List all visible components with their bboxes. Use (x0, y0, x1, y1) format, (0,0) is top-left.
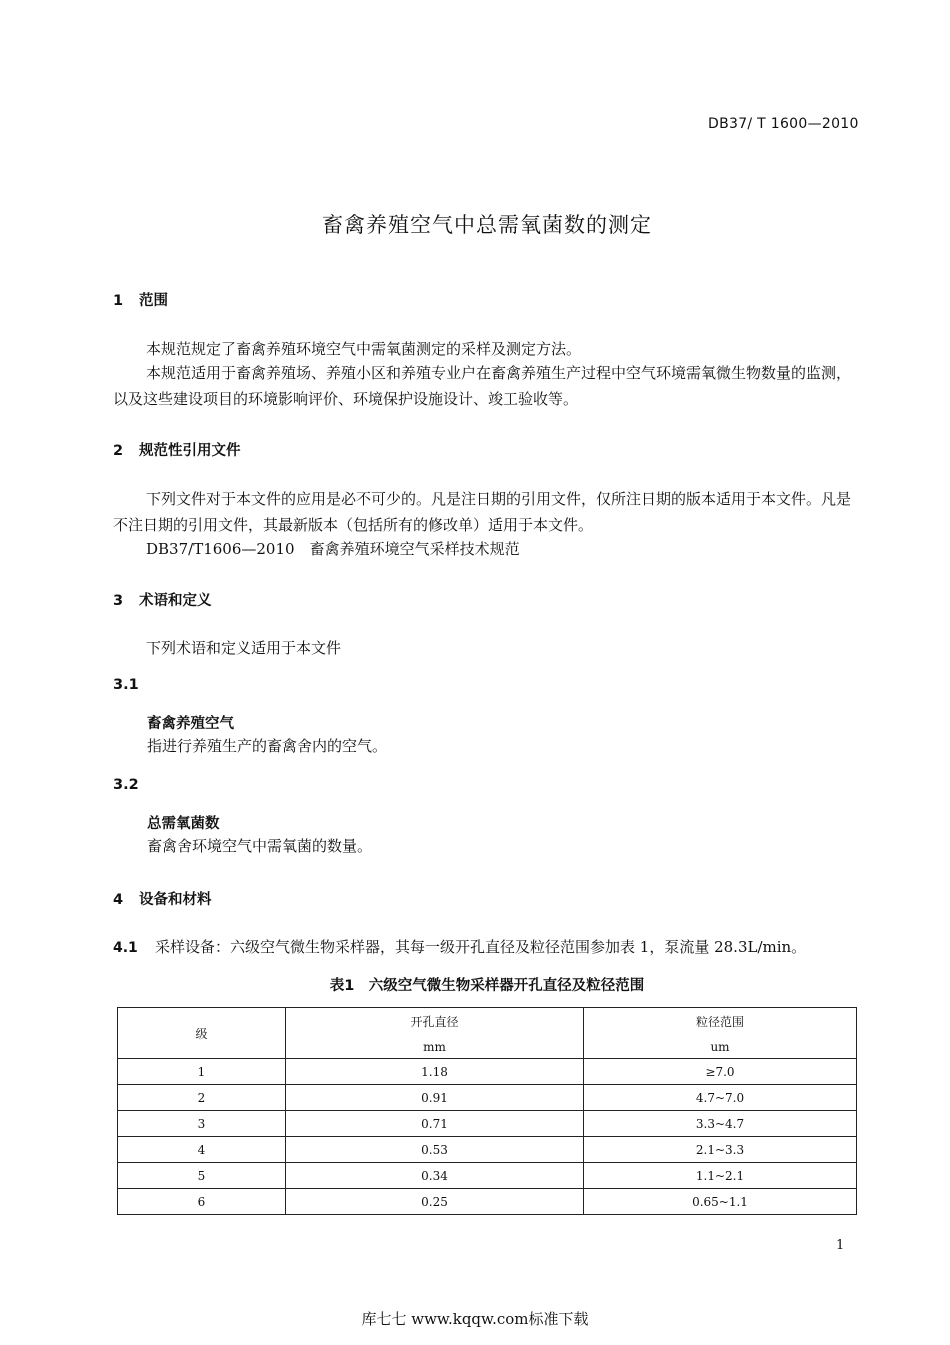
reference-title: 畜禽养殖环境空气采样技术规范 (309, 540, 520, 558)
cell-aperture: 0.34 (286, 1163, 584, 1189)
normative-reference (113, 536, 861, 562)
document-title: 畜禽养殖空气中总需氧菌数的测定 (322, 213, 652, 237)
section-number: 1 (113, 293, 124, 309)
term-3-2-name: 总需氧菌数 (147, 816, 220, 832)
reference-code: DB37/T1606—2010 (146, 540, 295, 558)
term-3-2-number: 3.2 (113, 777, 139, 793)
section-1-paragraph-1: 本规范规定了畜禽养殖环境空气中需氧菌测定的采样及测定方法。 (146, 340, 582, 358)
section-title: 术语和定义 (139, 593, 212, 609)
header-unit: mm (423, 1039, 446, 1054)
section-title: 规范性引用文件 (139, 443, 241, 459)
table-row (118, 1059, 857, 1085)
cell-stage: 6 (118, 1189, 286, 1215)
download-footer: 库七七 www.kqqw.com标准下载 (361, 1310, 589, 1328)
document-code: DB37/ T 1600—2010 (708, 116, 859, 132)
section-3-heading (113, 589, 212, 610)
cell-aperture: 0.91 (286, 1085, 584, 1111)
page-number: 1 (836, 1238, 845, 1253)
section-4-heading (113, 888, 212, 909)
table-row (118, 1085, 857, 1111)
header-stage: 级 (118, 1008, 286, 1059)
term-3-1-definition: 指进行养殖生产的畜禽舍内的空气。 (147, 737, 388, 755)
header-aperture: 开孔直径 mm (286, 1008, 584, 1059)
term-3-1-name: 畜禽养殖空气 (147, 716, 234, 732)
cell-stage: 2 (118, 1085, 286, 1111)
cell-range: 1.1~2.1 (584, 1163, 857, 1189)
cell-aperture: 0.53 (286, 1137, 584, 1163)
item-text: 采样设备：六级空气微生物采样器，其每一级开孔直径及粒径范围参加表 1，泵流量 28.3L/min。 (155, 938, 807, 956)
cell-range: 4.7~7.0 (584, 1085, 857, 1111)
cell-stage: 5 (118, 1163, 286, 1189)
table-caption: 表1 六级空气微生物采样器开孔直径及粒径范围 (329, 978, 645, 994)
section-1-heading (113, 289, 168, 310)
cell-stage: 3 (118, 1111, 286, 1137)
cell-range: ≥7.0 (584, 1059, 857, 1085)
term-3-2-definition: 畜禽舍环境空气中需氧菌的数量。 (147, 837, 373, 855)
cell-range: 0.65~1.1 (584, 1189, 857, 1215)
section-3-paragraph-1: 下列术语和定义适用于本文件 (146, 639, 342, 657)
section-2-paragraph-1: 下列文件对于本文件的应用是必不可少的。凡是注日期的引用文件，仅所注日期的版本适用于本文件。凡是不注日期的引用文件，其最新版本（包括所有的修改单）适用于本文件。 (113, 490, 852, 534)
section-title: 范围 (139, 293, 168, 309)
cell-aperture: 0.25 (286, 1189, 584, 1215)
cell-aperture: 0.71 (286, 1111, 584, 1137)
section-2-heading (113, 439, 241, 460)
item-4-1 (113, 934, 806, 961)
table-header-row (118, 1008, 857, 1059)
section-1-paragraph-2: 本规范适用于畜禽养殖场、养殖小区和养殖专业户在畜禽养殖生产过程中空气环境需氧微生物数量的监测，以及这些建设项目的环境影响评价、环境保护设施设计、竣工验收等。 (113, 364, 852, 408)
header-particle-range: 粒径范围 um (584, 1008, 857, 1059)
term-3-1-number: 3.1 (113, 677, 139, 693)
section-number: 3 (113, 593, 124, 609)
sampler-stage-table (117, 1007, 857, 1215)
table-row (118, 1189, 857, 1215)
table-row (118, 1163, 857, 1189)
section-number: 2 (113, 443, 124, 459)
cell-stage: 4 (118, 1137, 286, 1163)
header-unit: um (710, 1039, 730, 1054)
section-title: 设备和材料 (139, 892, 212, 908)
item-number: 4.1 (113, 940, 138, 956)
section-number: 4 (113, 892, 124, 908)
cell-range: 3.3~4.7 (584, 1111, 857, 1137)
table-row (118, 1111, 857, 1137)
cell-range: 2.1~3.3 (584, 1137, 857, 1163)
table-row (118, 1137, 857, 1163)
cell-stage: 1 (118, 1059, 286, 1085)
cell-aperture: 1.18 (286, 1059, 584, 1085)
